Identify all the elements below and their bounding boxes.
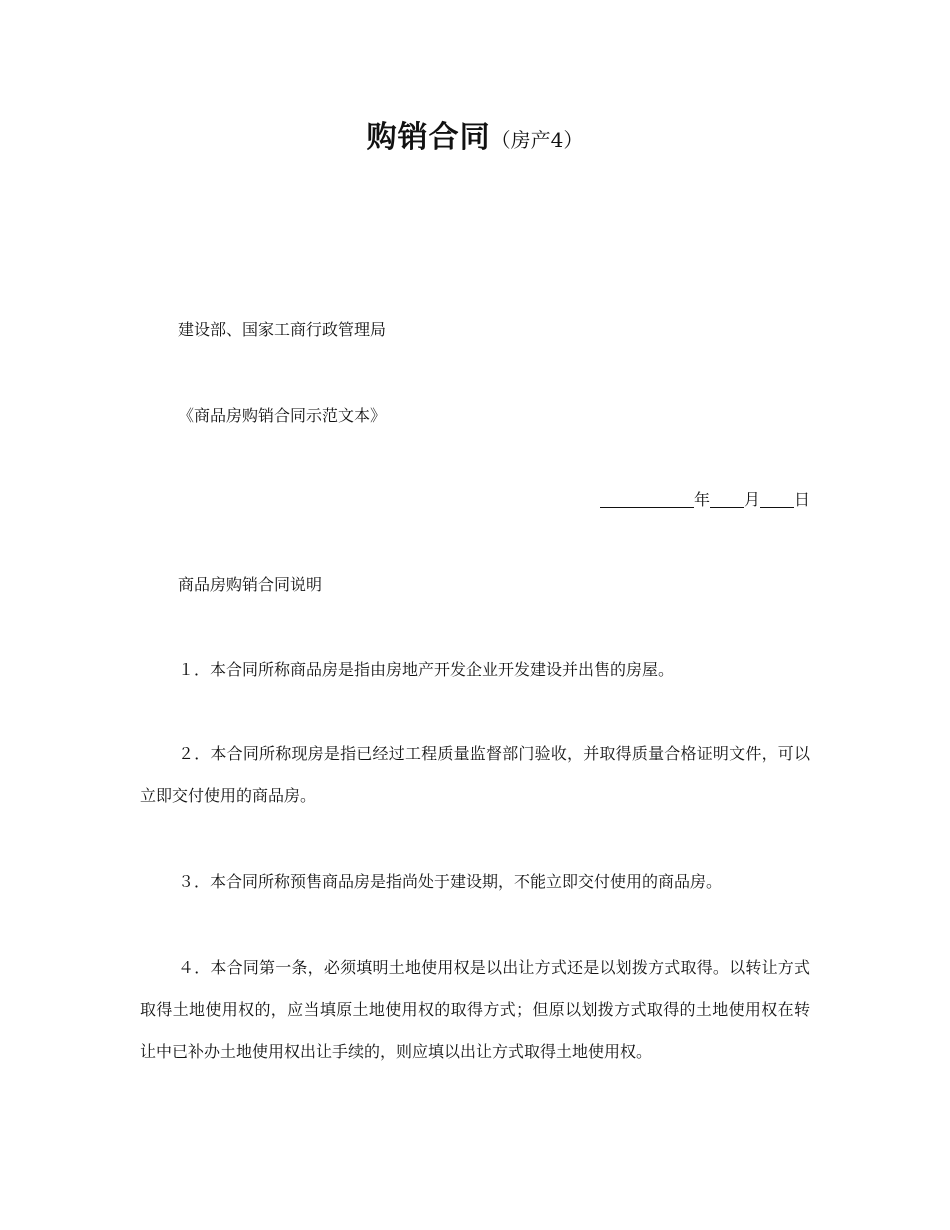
- date-line: [600, 488, 810, 512]
- day-label: 日: [793, 490, 810, 509]
- month-blank: [710, 489, 744, 508]
- title-subtitle: （房产4）: [490, 128, 584, 152]
- day-blank: [760, 489, 794, 508]
- paragraph-3: ３．本合同所称预售商品房是指尚处于建设期，不能立即交付使用的商品房。: [178, 872, 723, 891]
- section-heading: 商品房购销合同说明: [178, 575, 323, 594]
- template-name-line: 《商品房购销合同示范文本》: [178, 406, 387, 425]
- issuer-line: 建设部、国家工商行政管理局: [178, 320, 387, 339]
- paragraph-1: １．本合同所称商品房是指由房地产开发企业开发建设并出售的房屋。: [178, 660, 675, 679]
- paragraph-2: ２．本合同所称现房是指已经过工程质量监督部门验收，并取得质量合格证明文件，可以立即交付使用的商品房。: [140, 744, 810, 805]
- year-label: 年: [693, 490, 710, 509]
- paragraph-4: ４．本合同第一条，必须填明土地使用权是以出让方式还是以划拨方式取得。以转让方式取得土地使用权的，应当填原土地使用权的取得方式；但原以划拨方式取得的土地使用权在转让中已补办土地使用权出让手续的，则应填以出让方式取得土地使用权。: [140, 958, 810, 1061]
- year-blank: [600, 489, 694, 508]
- document-title: [0, 112, 950, 156]
- title-main: 购销合同: [366, 120, 491, 155]
- month-label: 月: [743, 490, 760, 509]
